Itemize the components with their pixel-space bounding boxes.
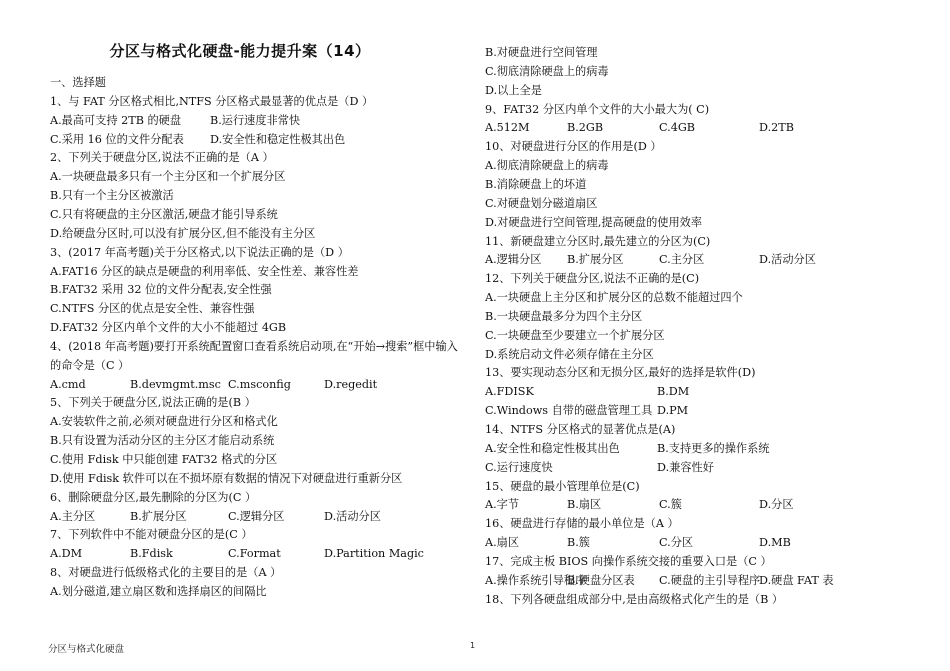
option-text: D.Partition Magic <box>324 547 424 561</box>
text-line: D.给硬盘分区时,可以没有扩展分区,但不能没有主分区 <box>50 226 316 240</box>
option-text: D.PM <box>657 404 689 418</box>
option-text: D.活动分区 <box>759 253 816 267</box>
option-row <box>485 498 879 512</box>
text-line: 的命令是（C ） <box>50 358 130 372</box>
text-line: C.只有将硬盘的主分区激活,硬盘才能引导系统 <box>50 207 278 221</box>
text-line: A.安装软件之前,必须对硬盘进行分区和格式化 <box>50 415 278 429</box>
option-text: D.2TB <box>759 121 794 135</box>
option-text: B.簇 <box>567 536 590 550</box>
option-text: C.采用 16 位的文件分配表 <box>50 132 184 146</box>
option-text: C.Format <box>228 547 281 561</box>
option-text: A.安全性和稳定性极其出色 <box>485 441 620 455</box>
option-text: B.DM <box>657 385 690 399</box>
text-line: D.使用 Fdisk 软件可以在不损坏原有数据的情况下对硬盘进行重新分区 <box>50 471 403 485</box>
option-row <box>50 378 444 392</box>
option-text: D.分区 <box>759 498 794 512</box>
question-text: 8、对硬盘进行低级格式化的主要目的是（A ） <box>50 566 282 580</box>
option-text: B.扩展分区 <box>130 509 187 523</box>
option-text: A.最高可支持 2TB 的硬盘 <box>50 113 182 127</box>
text-line: D.系统启动文件必须存储在主分区 <box>485 347 654 361</box>
text-line: B.一块硬盘最多分为四个主分区 <box>485 309 643 323</box>
option-text: C.主分区 <box>659 253 705 267</box>
text-line: B.只有设置为活动分区的主分区才能启动系统 <box>50 434 275 448</box>
question-text: 11、新硬盘建立分区时,最先建立的分区为(C) <box>485 234 711 248</box>
option-text: D.硬盘 FAT 表 <box>759 573 834 587</box>
option-row <box>485 536 879 550</box>
option-text: B.Fdisk <box>130 547 173 561</box>
text-line: D.对硬盘进行空间管理,提高硬盘的使用效率 <box>485 215 703 229</box>
question-text: 13、要实现动态分区和无损分区,最好的选择是软件(D) <box>485 366 756 380</box>
option-text: D.MB <box>759 536 791 550</box>
footer-document-name: 分区与格式化硬盘 <box>48 644 125 655</box>
document-title: 分区与格式化硬盘-能力提升案（14） <box>109 42 371 60</box>
question-text: 4、(2018 年高考题)要打开系统配置窗口查看系统启动项,在“开始→搜索”框中输入 <box>50 339 458 353</box>
option-text: C.硬盘的主引导程序 <box>659 573 761 587</box>
question-text: 5、下列关于硬盘分区,说法正确的是(B ） <box>50 396 256 410</box>
option-text: A.字节 <box>485 498 520 512</box>
option-text: C.簇 <box>659 498 682 512</box>
option-text: C.msconfig <box>228 377 291 391</box>
option-text: B.devmgmt.msc <box>130 377 221 391</box>
option-text: D.安全性和稳定性极其出色 <box>210 132 346 146</box>
option-text: B.运行速度非常快 <box>210 113 301 127</box>
question-text: 6、删除硬盘分区,最先删除的分区为(C ） <box>50 490 257 504</box>
option-row <box>485 121 879 135</box>
option-text: B.支持更多的操作系统 <box>657 441 770 455</box>
question-text: 17、完成主板 BIOS 向操作系统交接的重要入口是（C ） <box>485 554 772 568</box>
option-text: A.cmd <box>50 377 86 391</box>
option-text: C.运行速度快 <box>485 460 553 474</box>
question-text: 15、硬盘的最小管理单位是(C) <box>485 479 640 493</box>
option-text: B.2GB <box>567 121 604 135</box>
question-text: 7、下列软件中不能对硬盘分区的是(C ） <box>50 528 253 542</box>
text-line: C.一块硬盘至少要建立一个扩展分区 <box>485 328 665 342</box>
text-line: B.FAT32 采用 32 位的文件分配表,安全性强 <box>50 283 272 297</box>
option-row <box>50 114 430 128</box>
section-heading: 一、选择题 <box>50 76 106 89</box>
text-line: A.一块硬盘上主分区和扩展分区的总数不能超过四个 <box>485 291 743 305</box>
question-text: 9、FAT32 分区内单个文件的大小最大为( C) <box>485 102 710 116</box>
option-row <box>485 404 877 418</box>
question-text: 1、与 FAT 分区格式相比,NTFS 分区格式最显著的优点是（D ） <box>50 94 374 108</box>
option-text: A.FDISK <box>485 385 534 399</box>
question-text: 18、下列各硬盘组成部分中,是由高级格式化产生的是（B ） <box>485 592 784 606</box>
text-line: A.划分磁道,建立扇区数和选择扇区的间隔比 <box>50 584 267 598</box>
option-text: A.操作系统引导程序 <box>485 573 587 587</box>
option-text: B.扩展分区 <box>567 253 624 267</box>
text-line: C.彻底清除硬盘上的病毒 <box>485 64 609 78</box>
option-text: C.分区 <box>659 536 694 550</box>
question-text: 10、对硬盘进行分区的作用是(D ） <box>485 140 662 154</box>
option-text: B.扇区 <box>567 498 602 512</box>
option-text: A.主分区 <box>50 509 96 523</box>
option-text: A.逻辑分区 <box>485 253 542 267</box>
option-row <box>485 574 879 588</box>
text-line: B.消除硬盘上的坏道 <box>485 177 587 191</box>
option-text: C.逻辑分区 <box>228 509 285 523</box>
question-text: 14、NTFS 分区格式的显著优点是(A) <box>485 423 676 436</box>
option-text: B.硬盘分区表 <box>567 573 635 587</box>
text-line: C.NTFS 分区的优点是安全性、兼容性强 <box>50 302 255 316</box>
text-line: D.FAT32 分区内单个文件的大小不能超过 4GB <box>50 321 287 335</box>
text-line: B.只有一个主分区被激活 <box>50 189 174 203</box>
question-text: 3、(2017 年高考题)关于分区格式,以下说法正确的是（D ） <box>50 245 349 259</box>
option-row <box>485 385 877 399</box>
text-line: D.以上全是 <box>485 83 542 97</box>
option-row <box>50 510 444 524</box>
option-row <box>485 461 877 475</box>
text-line: C.对硬盘划分磁道扇区 <box>485 196 598 210</box>
text-line: B.对硬盘进行空间管理 <box>485 46 598 59</box>
option-text: A.扇区 <box>485 536 520 550</box>
option-row <box>485 442 877 456</box>
option-text: C.Windows 自带的磁盘管理工具 <box>485 404 653 418</box>
option-text: D.regedit <box>324 377 378 391</box>
option-row <box>50 547 444 561</box>
option-row <box>485 253 879 267</box>
question-text: 12、下列关于硬盘分区,说法不正确的是(C) <box>485 272 700 286</box>
footer-page-number: 1 <box>470 641 476 650</box>
text-line: C.使用 Fdisk 中只能创建 FAT32 格式的分区 <box>50 453 278 466</box>
question-text: 16、硬盘进行存储的最小单位是（A ） <box>485 517 679 531</box>
option-text: D.兼容性好 <box>657 460 714 474</box>
option-text: C.4GB <box>659 121 695 135</box>
question-text: 2、下列关于硬盘分区,说法不正确的是（A ） <box>50 151 274 165</box>
option-text: A.512M <box>485 121 530 135</box>
option-row <box>50 133 430 147</box>
text-line: A.一块硬盘最多只有一个主分区和一个扩展分区 <box>50 170 286 184</box>
option-text: D.活动分区 <box>324 509 381 523</box>
text-line: A.FAT16 分区的缺点是硬盘的利用率低、安全性差、兼容性差 <box>50 264 359 278</box>
text-line: A.彻底清除硬盘上的病毒 <box>485 159 609 173</box>
option-text: A.DM <box>50 547 83 561</box>
